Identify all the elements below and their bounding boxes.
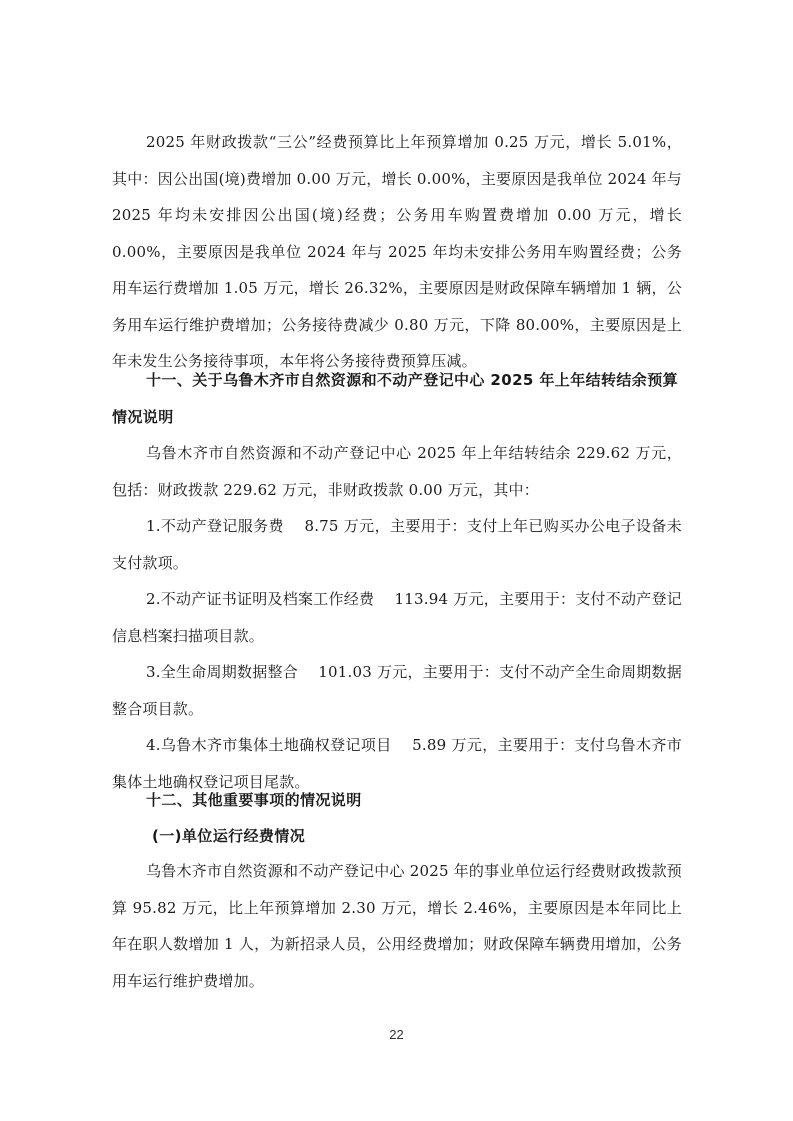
paragraph-three-public-expenses: 2025 年财政拨款“三公”经费预算比上年预算增加 0.25 万元，增长 5.01%，其中：因公出国(境)费增加 0.00 万元，增长 0.00%，主要原因是我单位 2024 年与 2025 年均未安排因公出国(境)经费；公务用车购置费增加 0.00 万元，增长 0.00%，主要原因是我单位 2024 年与 2025 年均未安排公务用车购置经费；公务用车运行费增加 1.05 万元，增长 26.32%，主要原因是财政保障车辆增加 1 辆，公务用车运行维护费增加；公务接待费减少 0.80 万元，下降 80.00%，主要原因是上年未发生公务接待事项，本年将公务接待费预算压减。 [112, 133, 682, 370]
section-heading-11: 十一、关于乌鲁木齐市自然资源和不动产登记中心 2025 年上年结转结余预算情况说明 [112, 371, 678, 426]
list-item-2: 2.不动产证书证明及档案工作经费 113.94 万元，主要用于：支付不动产登记信息档案扫描项目款。 [112, 590, 682, 645]
paragraph-carryover-summary: 乌鲁木齐市自然资源和不动产登记中心 2025 年上年结转结余 229.62 万元，包括：财政拨款 229.62 万元，非财政拨款 0.00 万元，其中： [112, 444, 682, 499]
list-item-4: 4.乌鲁木齐市集体土地确权登记项目 5.89 万元，主要用于：支付乌鲁木齐市集体土地确权登记项目尾款。 [112, 736, 682, 791]
paragraph-operating-expenses: 乌鲁木齐市自然资源和不动产登记中心 2025 年的事业单位运行经费财政拨款预算 95.82 万元，比上年预算增加 2.30 万元，增长 2.46%，主要原因是本年同比上年在职人数增加 1 人，为新招录人员，公用经费增加；财政保障车辆费用增加，公务用车运行维护费增加。 [112, 862, 682, 990]
page-number: 22 [389, 1027, 404, 1042]
list-item-1: 1.不动产登记服务费 8.75 万元，主要用于：支付上年已购买办公电子设备未支付款项。 [112, 517, 682, 572]
list-item-3: 3.全生命周期数据整合 101.03 万元，主要用于：支付不动产全生命周期数据整合项目款。 [112, 663, 682, 718]
section-heading-12: 十二、其他重要事项的情况说明 [146, 791, 362, 809]
subsection-heading-operating-expenses: (一)单位运行经费情况 [152, 827, 306, 845]
